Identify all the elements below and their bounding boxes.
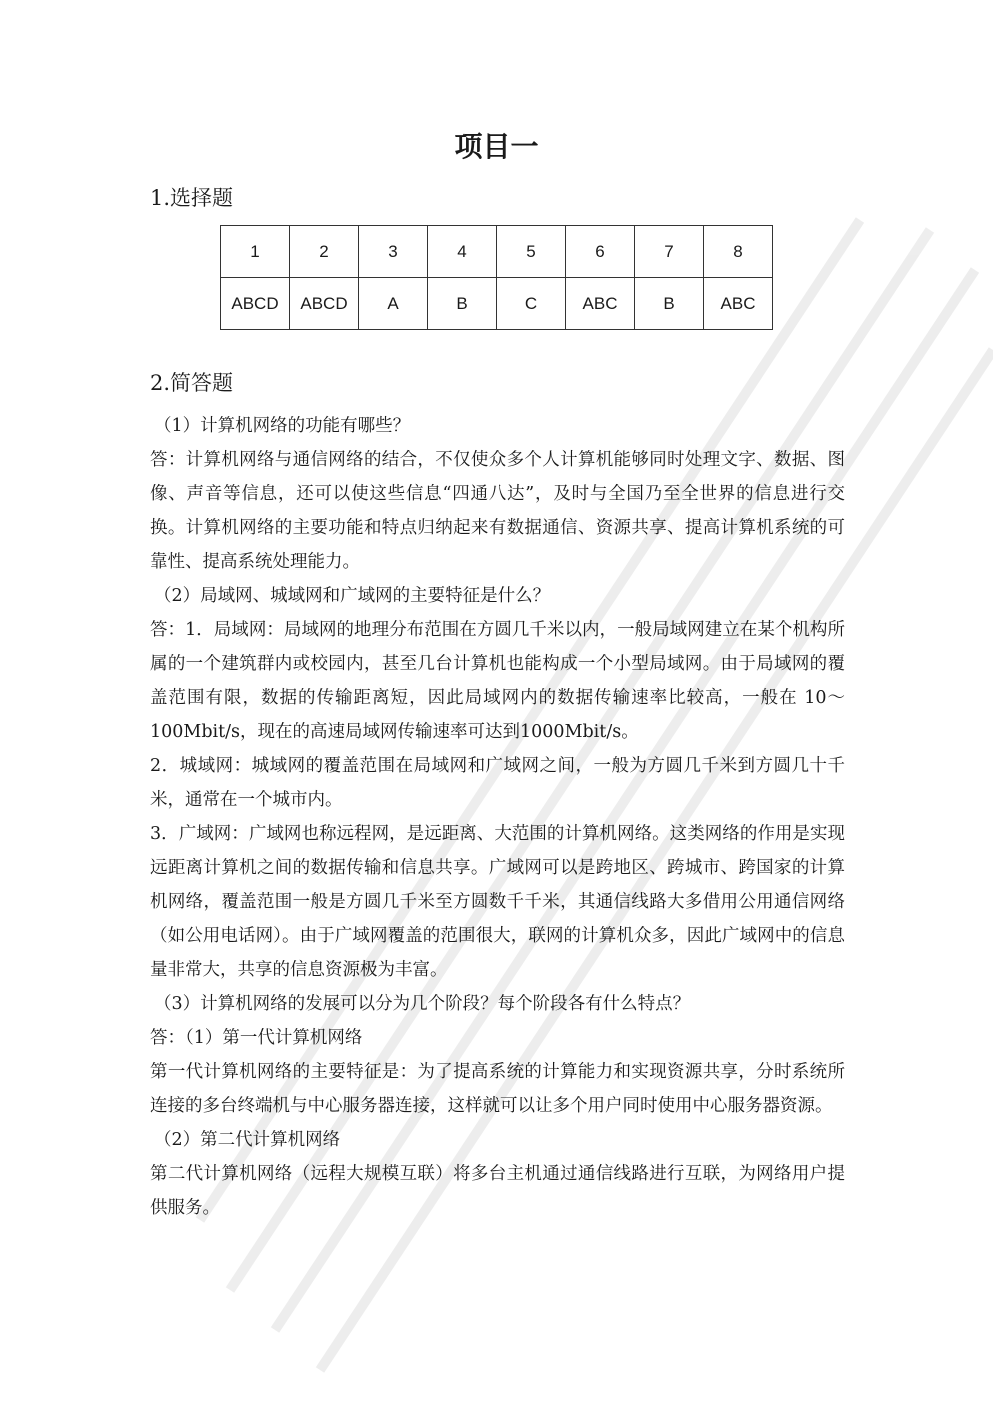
table-row-answers: [221, 278, 773, 330]
answer-2-lan: 答：1．局域网：局域网的地理分布范围在方圆几千米以内，一般局域网建立在某个机构所属的一个建筑群内或校园内，甚至几台计算机也能构成一个小型局域网。由于局域网的覆盖范围有限，数据的传输距离短，因此局域网内的数据传输速率比较高，一般在 10～100Mbit/s，现在的高速局域网传输速率可达到1000Mbit/s。: [150, 620, 845, 742]
table-cell-answer: ABC: [704, 278, 773, 330]
answer-2-wan: 3．广域网：广域网也称远程网，是远距离、大范围的计算机网络。这类网络的作用是实现远距离计算机之间的数据传输和信息共享。广域网可以是跨地区、跨城市、跨国家的计算机网络，覆盖范围一般是方圆几千米至方圆数千千米，其通信线路大多借用公用通信网络（如公用电话网）。由于广域网覆盖的范围很大，联网的计算机众多，因此广域网中的信息量非常大，共享的信息资源极为丰富。: [150, 824, 845, 980]
table-cell-answer: C: [497, 278, 566, 330]
table-cell-answer: ABCD: [221, 278, 290, 330]
table-cell-number: 5: [497, 226, 566, 278]
short-answer-body: [150, 409, 845, 1225]
table-cell-answer: ABC: [566, 278, 635, 330]
question-2: （2）局域网、城域网和广域网的主要特征是什么？: [154, 586, 551, 606]
section-heading-short-answer: 2.简答题: [150, 371, 234, 395]
choice-answer-table: [220, 225, 773, 330]
table-cell-number: 6: [566, 226, 635, 278]
table-cell-number: 8: [704, 226, 773, 278]
answer-1: 答：计算机网络与通信网络的结合，不仅使众多个人计算机能够同时处理文字、数据、图像、声音等信息，还可以使这些信息“四通八达”，及时与全国乃至全世界的信息进行交换。计算机网络的主要功能和特点归纳起来有数据通信、资源共享、提高计算机系统的可靠性、提高系统处理能力。: [150, 450, 845, 572]
answer-3-gen1-text: 第一代计算机网络的主要特征是：为了提高系统的计算能力和实现资源共享，分时系统所连接的多台终端机与中心服务器连接，这样就可以让多个用户同时使用中心服务器资源。: [150, 1062, 845, 1116]
table-cell-answer: B: [635, 278, 704, 330]
answer-3-gen2-heading: （2）第二代计算机网络: [154, 1130, 341, 1150]
page-title: 项目一: [454, 130, 539, 163]
table-cell-number: 2: [290, 226, 359, 278]
table-cell-number: 7: [635, 226, 704, 278]
answer-3-gen1-heading: 答：（1）第一代计算机网络: [150, 1028, 363, 1048]
table-cell-answer: A: [359, 278, 428, 330]
question-3: （3）计算机网络的发展可以分为几个阶段？每个阶段各有什么特点？: [154, 994, 691, 1014]
question-1: （1）计算机网络的功能有哪些？: [154, 416, 411, 436]
table-cell-number: 1: [221, 226, 290, 278]
table-row-numbers: [221, 226, 773, 278]
table-cell-answer: B: [428, 278, 497, 330]
table-cell-answer: ABCD: [290, 278, 359, 330]
answer-2-man: 2．城域网：城域网的覆盖范围在局域网和广域网之间，一般为方圆几千米到方圆几十千米，通常在一个城市内。: [150, 756, 845, 810]
answer-3-gen2-text: 第二代计算机网络（远程大规模互联）将多台主机通过通信线路进行互联，为网络用户提供服务。: [150, 1164, 845, 1218]
table-cell-number: 3: [359, 226, 428, 278]
section-heading-choice: 1.选择题: [150, 186, 234, 210]
table-cell-number: 4: [428, 226, 497, 278]
